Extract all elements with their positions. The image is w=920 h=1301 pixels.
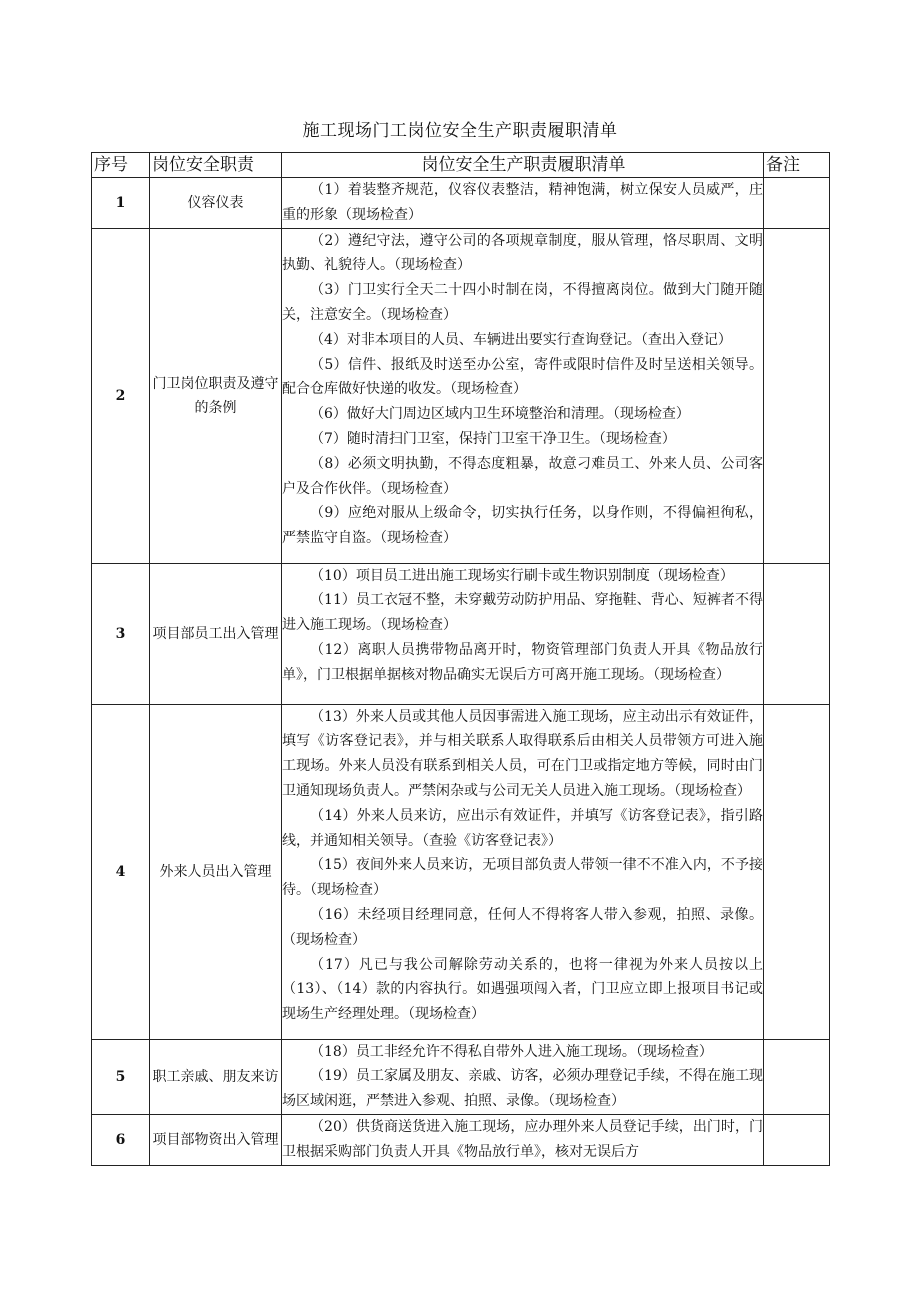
- checklist-item: （3）门卫实行全天二十四小时制在岗，不得擅离岗位。做到大门随开随关，注意安全。（现场检查）: [282, 282, 763, 323]
- table-row: [92, 704, 830, 1039]
- checklist-item: （7）随时清扫门卫室，保持门卫室干净卫生。（现场检查）: [310, 430, 676, 447]
- checklist-item: （8）必须文明执勤，不得态度粗暴，故意刁难员工、外来人员、公司客户及合作伙伴。（现场检查）: [282, 455, 763, 497]
- checklist-item: （10）项目员工进出施工现场实行刷卡或生物识别制度（现场检查）: [310, 567, 734, 584]
- checklist-item: （5）信件、报纸及时送至办公室，寄件或限时信件及时呈送相关领导。配合仓库做好快递的收发。（现场检查）: [282, 356, 763, 398]
- table-header-row: [92, 153, 830, 178]
- table-row: [92, 1114, 830, 1165]
- checklist-clip: [282, 705, 763, 1031]
- checklist-item: （9）应绝对服从上级命令，切实执行任务，以身作则，不得偏袒徇私，严禁监守自盗。（现场检查）: [282, 505, 763, 547]
- row-remark: [764, 1114, 830, 1165]
- checklist-item: （15）夜间外来人员来访，无项目部负责人带领一律不不准入内，不予接待。（现场检查）: [282, 857, 763, 899]
- checklist-item: （2）遵纪守法，遵守公司的各项规章制度，服从管理，恪尽职周、文明执勤、礼貌待人。（现场检查）: [282, 232, 763, 274]
- checklist-item: （19）员工家属及朋友、亲戚、访客，必须办理登记手续，不得在施工现场区域闲逛，严禁进入参观、拍照、录像。（现场检查）: [282, 1068, 763, 1110]
- row-responsibility: 项目部物资出入管理: [150, 1114, 282, 1165]
- header-checklist: 岗位安全生产职责履职清单: [282, 153, 764, 178]
- row-number: 4: [92, 704, 150, 1039]
- checklist-item: （20）供货商送货进入施工现场，应办理外来人员登记手续，出门时，门卫根据采购部门负责人开具《物品放行单》，核对无误后方: [282, 1118, 763, 1160]
- row-remark: [764, 178, 830, 229]
- row-checklist: [282, 563, 764, 704]
- table-row: [92, 563, 830, 704]
- checklist-item: （12）离职人员携带物品离开时，物资管理部门负责人开具《物品放行单》，门卫根据单据核对物品确实无误后方可离开施工现场。（现场检查）: [282, 641, 763, 683]
- checklist-item: （6）做好大门周边区域内卫生环境整治和清理。（现场检查）: [310, 406, 690, 423]
- row-remark: [764, 563, 830, 704]
- row-checklist: [282, 704, 764, 1039]
- row-checklist: [282, 1039, 764, 1114]
- row-responsibility: 门卫岗位职责及遵守的条例: [150, 228, 282, 563]
- checklist-item: （18）员工非经允许不得私自带外人进入施工现场。（现场检查）: [310, 1043, 713, 1060]
- row-number: 2: [92, 228, 150, 563]
- row-responsibility: 职工亲戚、朋友来访: [150, 1039, 282, 1114]
- checklist-item: （16）未经项目经理同意，任何人不得将客人带入参观，拍照、录像。（现场检查）: [282, 906, 763, 948]
- row-checklist: [282, 1114, 764, 1165]
- checklist-item: （1）着装整齐规范，仪容仪表整洁，精神饱满，树立保安人员威严，庄重的形象（现场检查）: [282, 182, 763, 223]
- header-responsibility: 岗位安全职责: [150, 153, 282, 178]
- header-num: 序号: [92, 153, 150, 178]
- checklist-item: （11）员工衣冠不整，未穿戴劳动防护用品、穿拖鞋、背心、短裤者不得进入施工现场。（现场检查）: [282, 592, 763, 634]
- table-row: [92, 1039, 830, 1114]
- table-row: [92, 178, 830, 229]
- row-responsibility: 项目部员工出入管理: [150, 563, 282, 704]
- row-checklist: [282, 228, 764, 563]
- row-responsibility: 外来人员出入管理: [150, 704, 282, 1039]
- row-number: 6: [92, 1114, 150, 1165]
- document-title: 施工现场门工岗位安全生产职责履职清单: [302, 121, 618, 141]
- checklist-item: （17）凡已与我公司解除劳动关系的，也将一律视为外来人员按以上（13）、（14）款的内容执行。如遇强项闯入者，门卫应立即上报项目书记或现场生产经理处理。（现场检查）: [282, 956, 763, 1023]
- row-responsibility: 仪容仪表: [150, 178, 282, 229]
- row-number: 3: [92, 563, 150, 704]
- duty-checklist-table: [91, 152, 830, 1166]
- row-remark: [764, 228, 830, 563]
- row-checklist: [282, 178, 764, 229]
- table-row: [92, 228, 830, 563]
- row-remark: [764, 704, 830, 1039]
- checklist-item: （13）外来人员或其他人员因事需进入施工现场，应主动出示有效证件，填写《访客登记表》，并与相关联系人取得联系后由相关人员带领方可进入施工现场。外来人员没有联系到相关人员，可在门卫或指定地方等候，同时由门卫通知现场负责人。严禁闲杂或与公司无关人员进入施工现场。（现场检查）: [282, 708, 763, 799]
- row-number: 1: [92, 178, 150, 229]
- checklist-item: （4）对非本项目的人员、车辆进出要实行查询登记。（查出入登记）: [310, 331, 732, 348]
- row-remark: [764, 1039, 830, 1114]
- checklist-item: （14）外来人员来访，应出示有效证件，并填写《访客登记表》，指引路线，并通知相关领导。（查验《访客登记表》）: [282, 807, 763, 849]
- row-number: 5: [92, 1039, 150, 1114]
- header-remark: 备注: [764, 153, 830, 178]
